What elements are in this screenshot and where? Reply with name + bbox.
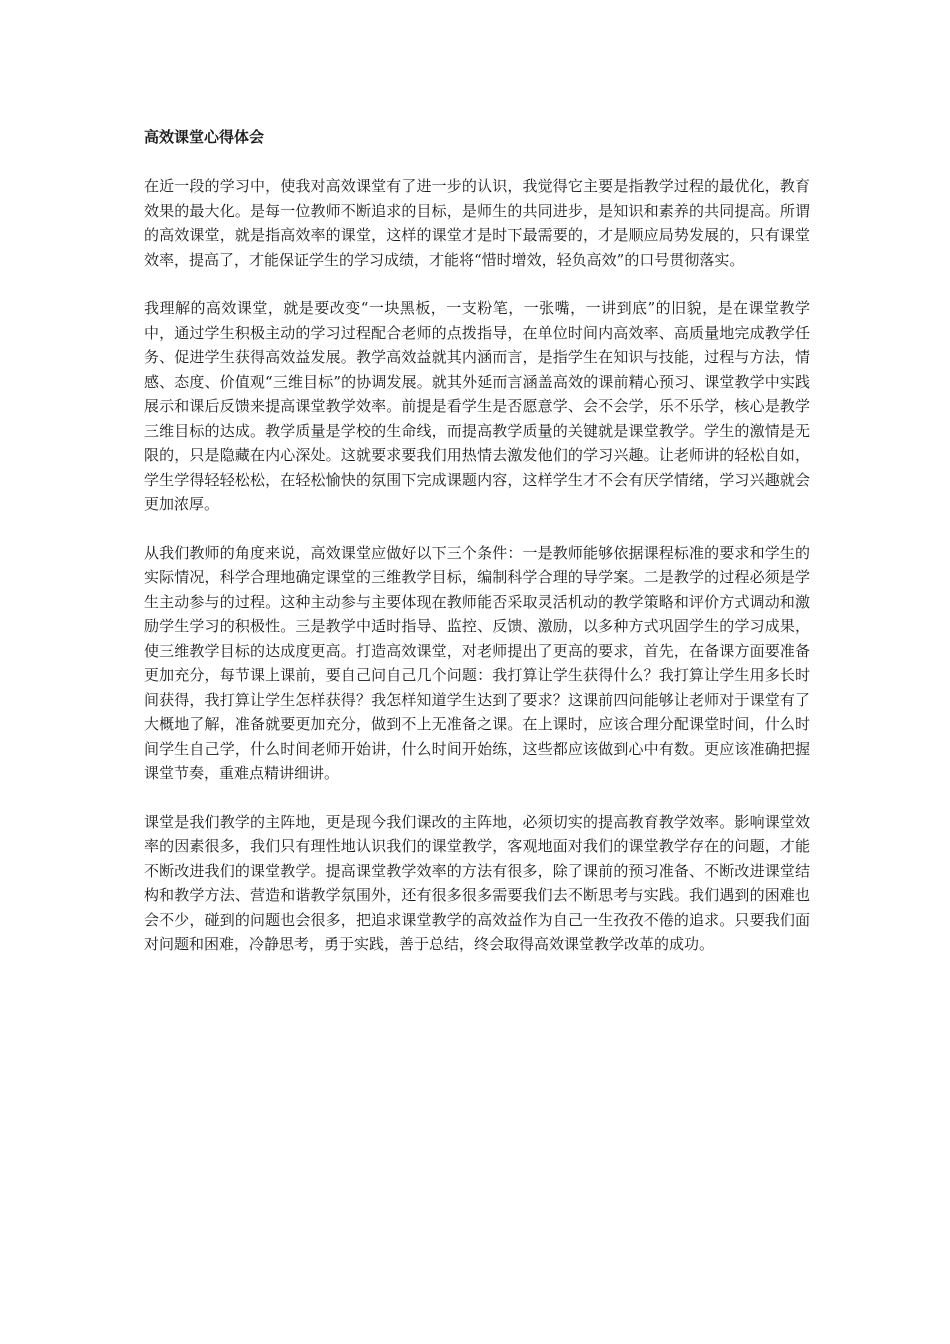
- paragraph-3: 从我们教师的角度来说，高效课堂应做好以下三个条件：一是教师能够依据课程标准的要求和学生的实际情况，科学合理地确定课堂的三维教学目标，编制科学合理的导学案。二是教学的过程必须是学生主动参与的过程。这种主动参与主要体现在教师能否采取灵活机动的教学策略和评价方式调动和激励学生学习的积极性。三是教学中适时指导、监控、反馈、激励，以多种方式巩固学生的学习成果，使三维教学目标的达成度更高。打造高效课堂，对老师提出了更高的要求，首先，在备课方面要准备更加充分，每节课上课前，要自己问自己几个问题：我打算让学生获得什么？我打算让学生用多长时间获得，我打算让学生怎样获得？我怎样知道学生达到了要求？这课前四问能够让老师对于课堂有了大概地了解，准备就要更加充分，做到不上无准备之课。在上课时，应该合理分配课堂时间，什么时间学生自己学，什么时间老师开始讲，什么时间开始练，这些都应该做到心中有数。更应该准确把握课堂节奏，重难点精讲细讲。: [144, 543, 810, 782]
- paragraph-1: 在近一段的学习中，使我对高效课堂有了进一步的认识，我觉得它主要是指教学过程的最优化，教育效果的最大化。是每一位教师不断追求的目标，是师生的共同进步，是知识和素养的共同提高。所谓的高效课堂，就是指高效率的课堂，这样的课堂才是时下最需要的，才是顺应局势发展的，只有课堂效率，提高了，才能保证学生的学习成绩，才能将“惜时增效，轻负高效”的口号贯彻落实。: [144, 177, 810, 269]
- paragraph-2: 我理解的高效课堂，就是要改变“一块黑板，一支粉笔，一张嘴，一讲到底”的旧貌，是在课堂教学中，通过学生积极主动的学习过程配合老师的点拨指导，在单位时间内高效率、高质量地完成教学任务、促进学生获得高效益发展。教学高效益就其内涵而言，是指学生在知识与技能，过程与方法，情感、态度、价值观“三维目标”的协调发展。就其外延而言涵盖高效的课前精心预习、课堂教学中实践展示和课后反馈来提高课堂教学效率。前提是看学生是否愿意学、会不会学，乐不乐学，核心是教学三维目标的达成。教学质量是学校的生命线，而提高教学质量的关键就是课堂教学。学生的激情是无限的，只是隐藏在内心深处。这就要求要我们用热情去激发他们的学习兴趣。让老师讲的轻松自如，学生学得轻轻松松，在轻松愉快的氛围下完成课题内容，这样学生才不会有厌学情绪，学习兴趣就会更加浓厚。: [144, 299, 810, 513]
- paragraph-4: 课堂是我们教学的主阵地，更是现今我们课改的主阵地，必须切实的提高教育教学效率。影响课堂效率的因素很多，我们只有理性地认识我们的课堂教学，客观地面对我们的课堂教学存在的问题，才能不断改进我们的课堂教学。提高课堂教学效率的方法有很多，除了课前的预习准备、不断改进课堂结构和教学方法、营造和谐教学氛围外，还有很多很多需要我们去不断思考与实践。我们遇到的困难也会不少，碰到的问题也会很多，把追求课堂教学的高效益作为自己一生孜孜不倦的追求。只要我们面对问题和困难，冷静思考，勇于实践，善于总结，终会取得高效课堂教学改革的成功。: [144, 812, 810, 953]
- document-page: [144, 124, 810, 981]
- document-title: 高效课堂心得体会: [144, 128, 265, 146]
